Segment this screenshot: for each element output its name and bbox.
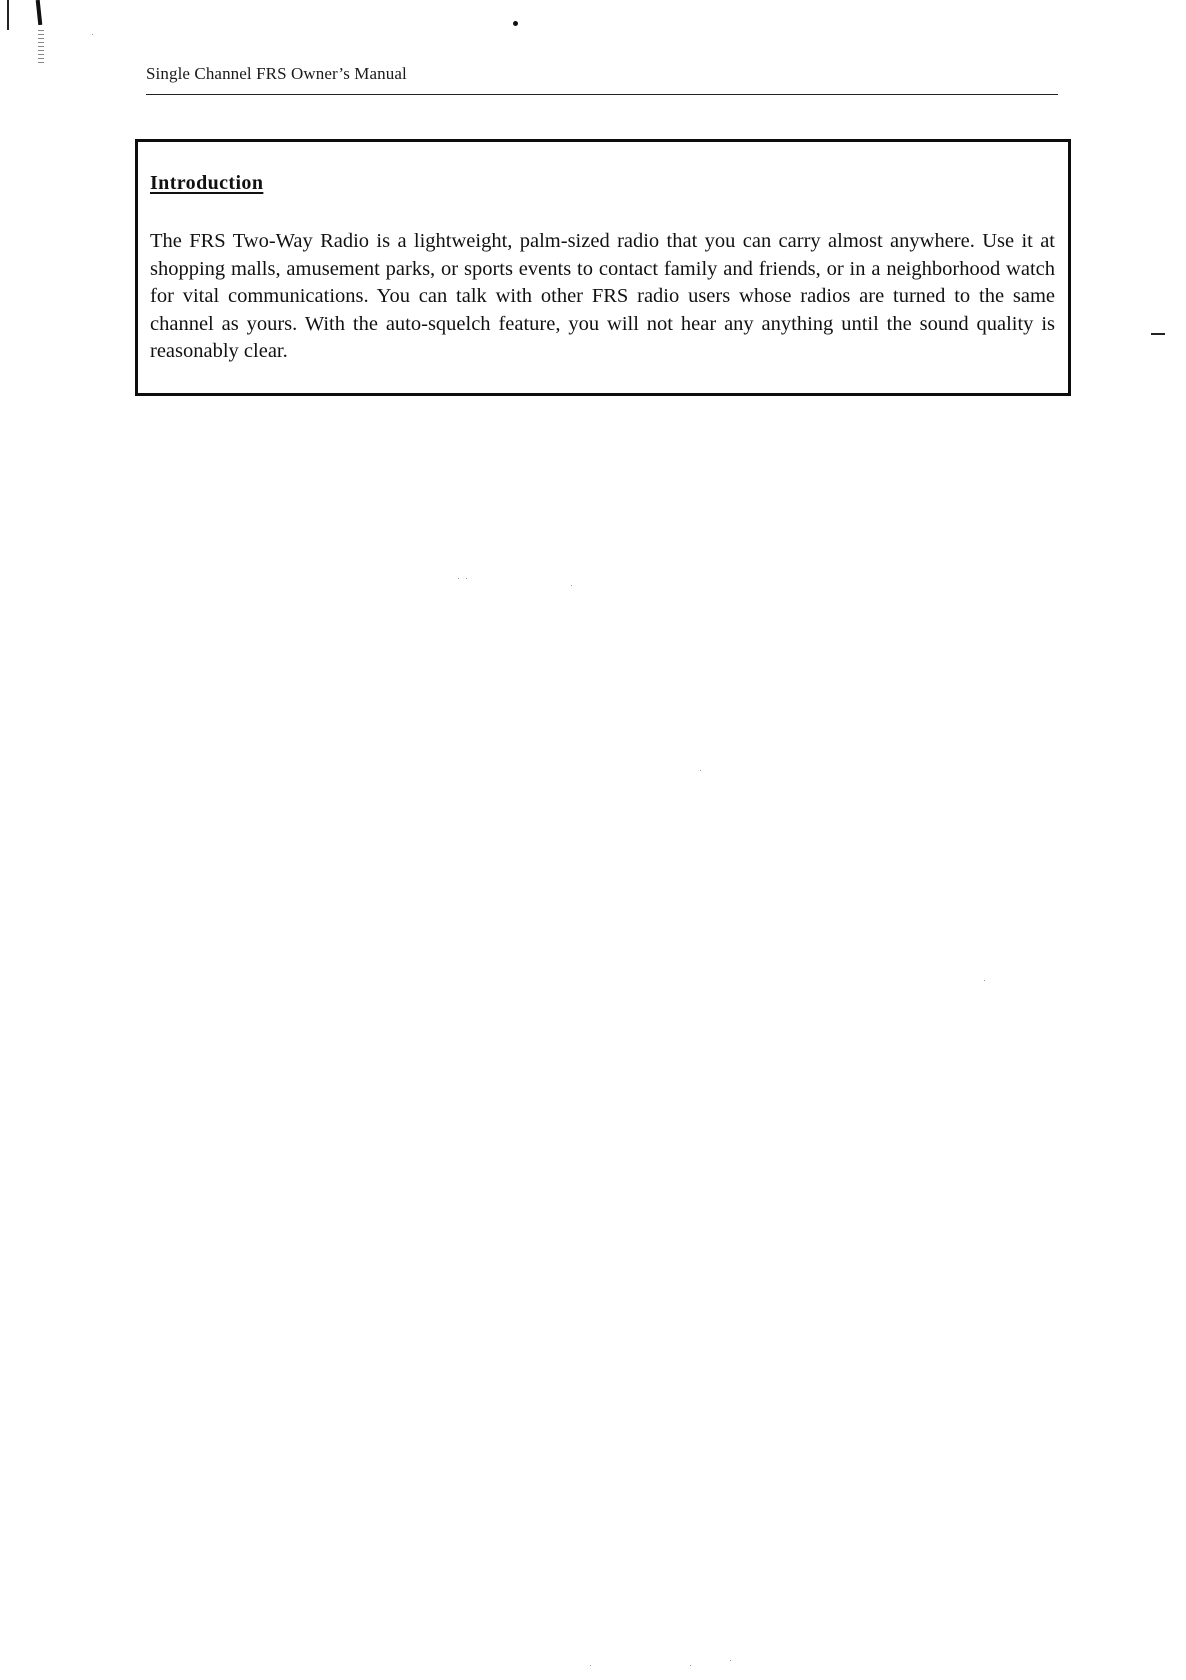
scan-speck (466, 578, 467, 579)
scan-binder-dots (38, 30, 44, 64)
introduction-heading: Introduction (150, 172, 264, 194)
introduction-box (135, 139, 1071, 396)
scan-speck (690, 1665, 691, 1666)
scan-speck (571, 585, 572, 586)
header-rule (146, 94, 1058, 95)
scan-speck (730, 1660, 731, 1661)
scan-speck (984, 980, 985, 981)
scan-dash (1151, 333, 1165, 335)
scan-speck (458, 578, 459, 579)
scan-binder-bar (7, 0, 9, 30)
scan-speck (700, 770, 701, 771)
scan-speck (590, 1665, 591, 1666)
running-header: Single Channel FRS Owner’s Manual (146, 64, 407, 83)
scan-speck (92, 34, 93, 35)
scan-binder-mark (36, 0, 43, 25)
introduction-body: The FRS Two-Way Radio is a lightweight, palm-sized radio that you can carry almost anywhere. Use it at shopping malls, amusement parks, or sports events to contact family and friends, or in a neighborhood watch for vital communications. You can talk with other FRS radio users whose radios are turned to the same channel as yours. With the auto-squelch feature, you will not hear any anything until the sound quality is reasonably clear. (150, 230, 1055, 363)
scan-dot (513, 21, 518, 26)
